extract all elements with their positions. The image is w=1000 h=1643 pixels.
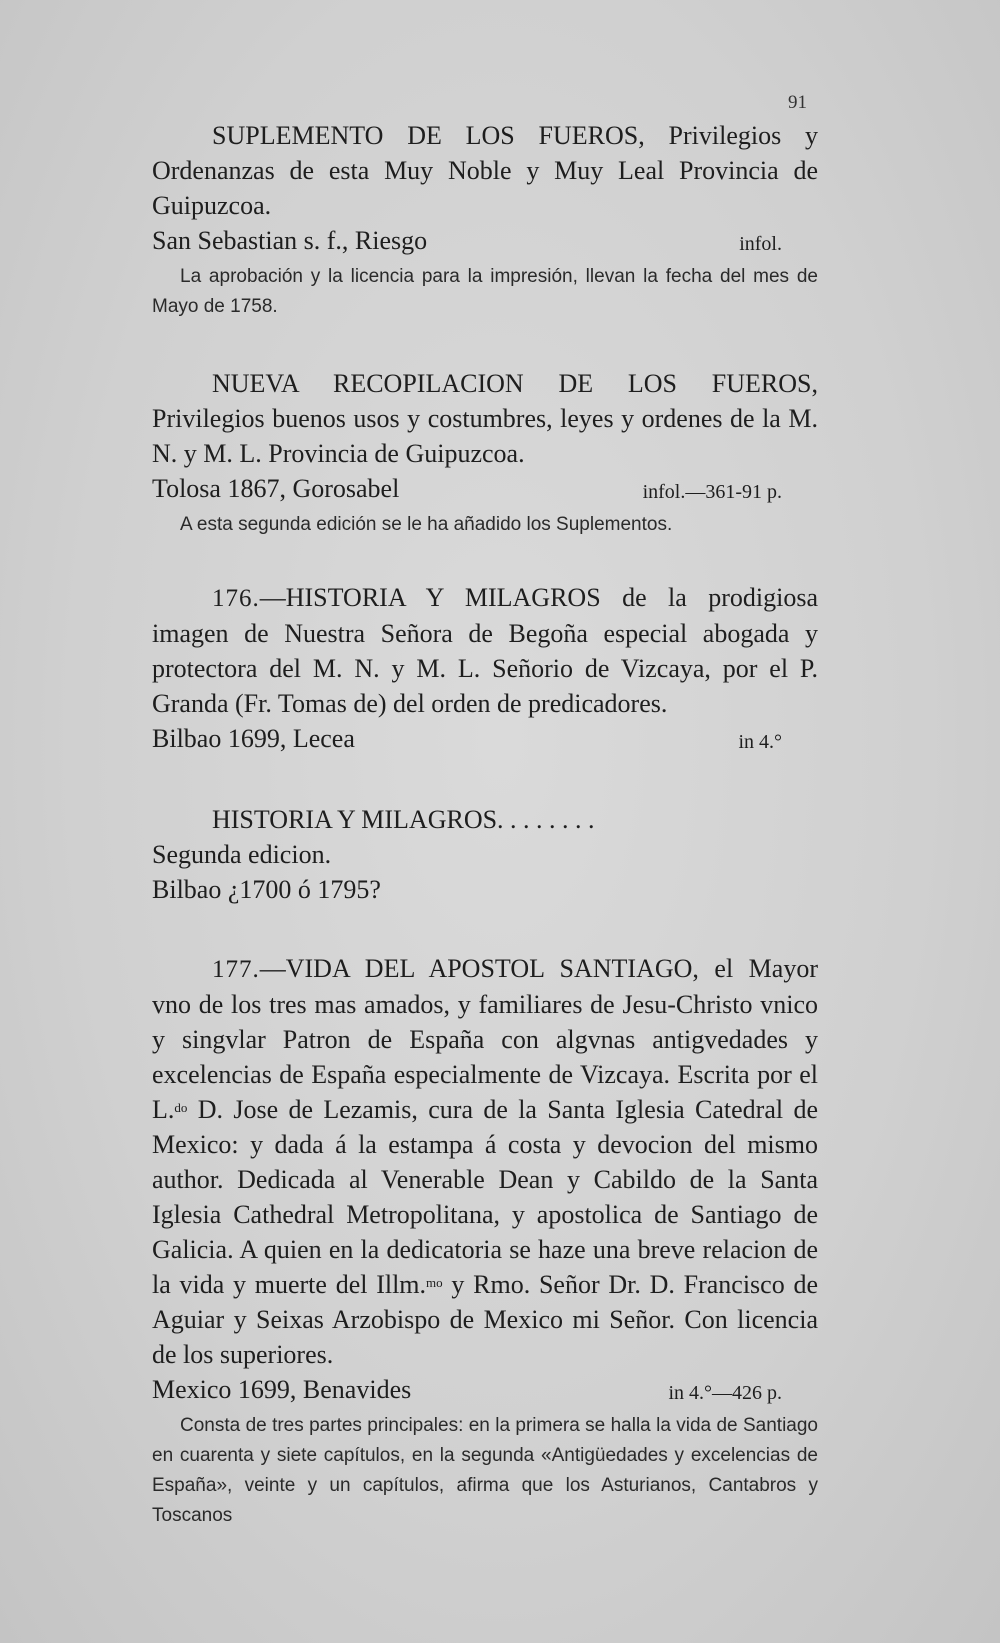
imprint-place: Bilbao 1699, Lecea	[152, 724, 355, 753]
page-text	[152, 118, 818, 1531]
entry-177-text-2: D. Jose de Lezamis, cura de la Santa Iglesia Catedral de Mexico: y dada á la estampa á costa y devocion del mismo author. Dedicada al Venerable Dean y Cabildo de la Santa Iglesia Cathedral Metropolitana, y apostolica de Santiago de Galicia. A quien en la dedicatoria se haze una breve relacion de la vida y muerte del Illm.	[152, 1095, 818, 1299]
superscript: do	[174, 1100, 188, 1115]
entry-suplemento-imprint	[152, 223, 818, 262]
imprint-place: Mexico 1699, Benavides	[152, 1375, 412, 1404]
entry-recopilacion-title: NUEVA RECOPILACION DE LOS FUEROS, Privilegios buenos usos y costumbres, leyes y ordenes de la M. N. y M. L. Provincia de Guipuzcoa.	[152, 369, 818, 468]
entry-177-imprint	[152, 1372, 818, 1411]
entry-177-text-1: —VIDA DEL APOSTOL SANTIAGO, el Mayor vno de los tres mas amados, y familiares de Jesu-Christo vnico y singvlar Patron de España con algvnas antigvedades y excelencias de España especialmente de Vizcaya. Escrita por el L.	[152, 954, 818, 1124]
imprint-place: Tolosa 1867, Gorosabel	[152, 474, 400, 503]
spacer	[152, 540, 818, 580]
entry-number: 177.	[212, 956, 260, 983]
entry-176-title	[152, 580, 818, 721]
superscript: mo	[426, 1275, 443, 1290]
imprint-place: San Sebastian s. f., Riesgo	[152, 226, 428, 255]
entry-suplemento-title: SUPLEMENTO DE LOS FUEROS, Privilegios y Ordenanzas de esta Muy Noble y Muy Leal Provincia de Guipuzcoa.	[152, 121, 818, 220]
entry-176b-edition: Segunda edicion.	[152, 840, 332, 869]
spacer	[152, 907, 818, 951]
imprint-format: in 4.°—426 p.	[668, 1382, 782, 1404]
entry-177-title	[152, 951, 818, 1372]
entry-176b-title: HISTORIA Y MILAGROS. . . . . . . .	[212, 805, 595, 834]
entry-176-imprint	[152, 721, 818, 760]
entry-176-text: —HISTORIA Y MILAGROS de la prodigiosa imagen de Nuestra Señora de Begoña especial abogada y protectora del M. N. y M. L. Señorio de Vizcaya, por el P. Granda (Fr. Tomas de) del orden de predicadores.	[152, 583, 818, 718]
entry-recopilacion-note: A esta segunda edición se le ha añadido los Suplementos.	[180, 514, 673, 535]
entry-number: 176.	[212, 585, 260, 612]
entry-177-note: Consta de tres partes principales: en la primera se halla la vida de Santiago en cuarenta y siete capítulos, en la segunda «Antigüedades y excelencias de España», veinte y un capítulos, afirma que los Asturianos, Cantabros y Toscanos	[152, 1415, 818, 1526]
entry-176b-imprint: Bilbao ¿1700 ó 1795?	[152, 875, 381, 904]
entry-recopilacion-imprint	[152, 471, 818, 510]
imprint-format: in 4.°	[738, 731, 782, 753]
page-number: 91	[788, 92, 807, 113]
entry-177-text-3: y Rmo. Señor Dr. D. Francisco de Aguiar y Seixas Arzobispo de Mexico mi Señor. Con licencia de los superiores.	[152, 1270, 818, 1369]
spacer	[152, 322, 818, 366]
spacer	[152, 760, 818, 802]
imprint-format: infol.—361-91 p.	[642, 481, 782, 503]
entry-suplemento-note: La aprobación y la licencia para la impresión, llevan la fecha del mes de Mayo de 1758.	[152, 266, 818, 317]
imprint-format: infol.	[739, 233, 782, 255]
